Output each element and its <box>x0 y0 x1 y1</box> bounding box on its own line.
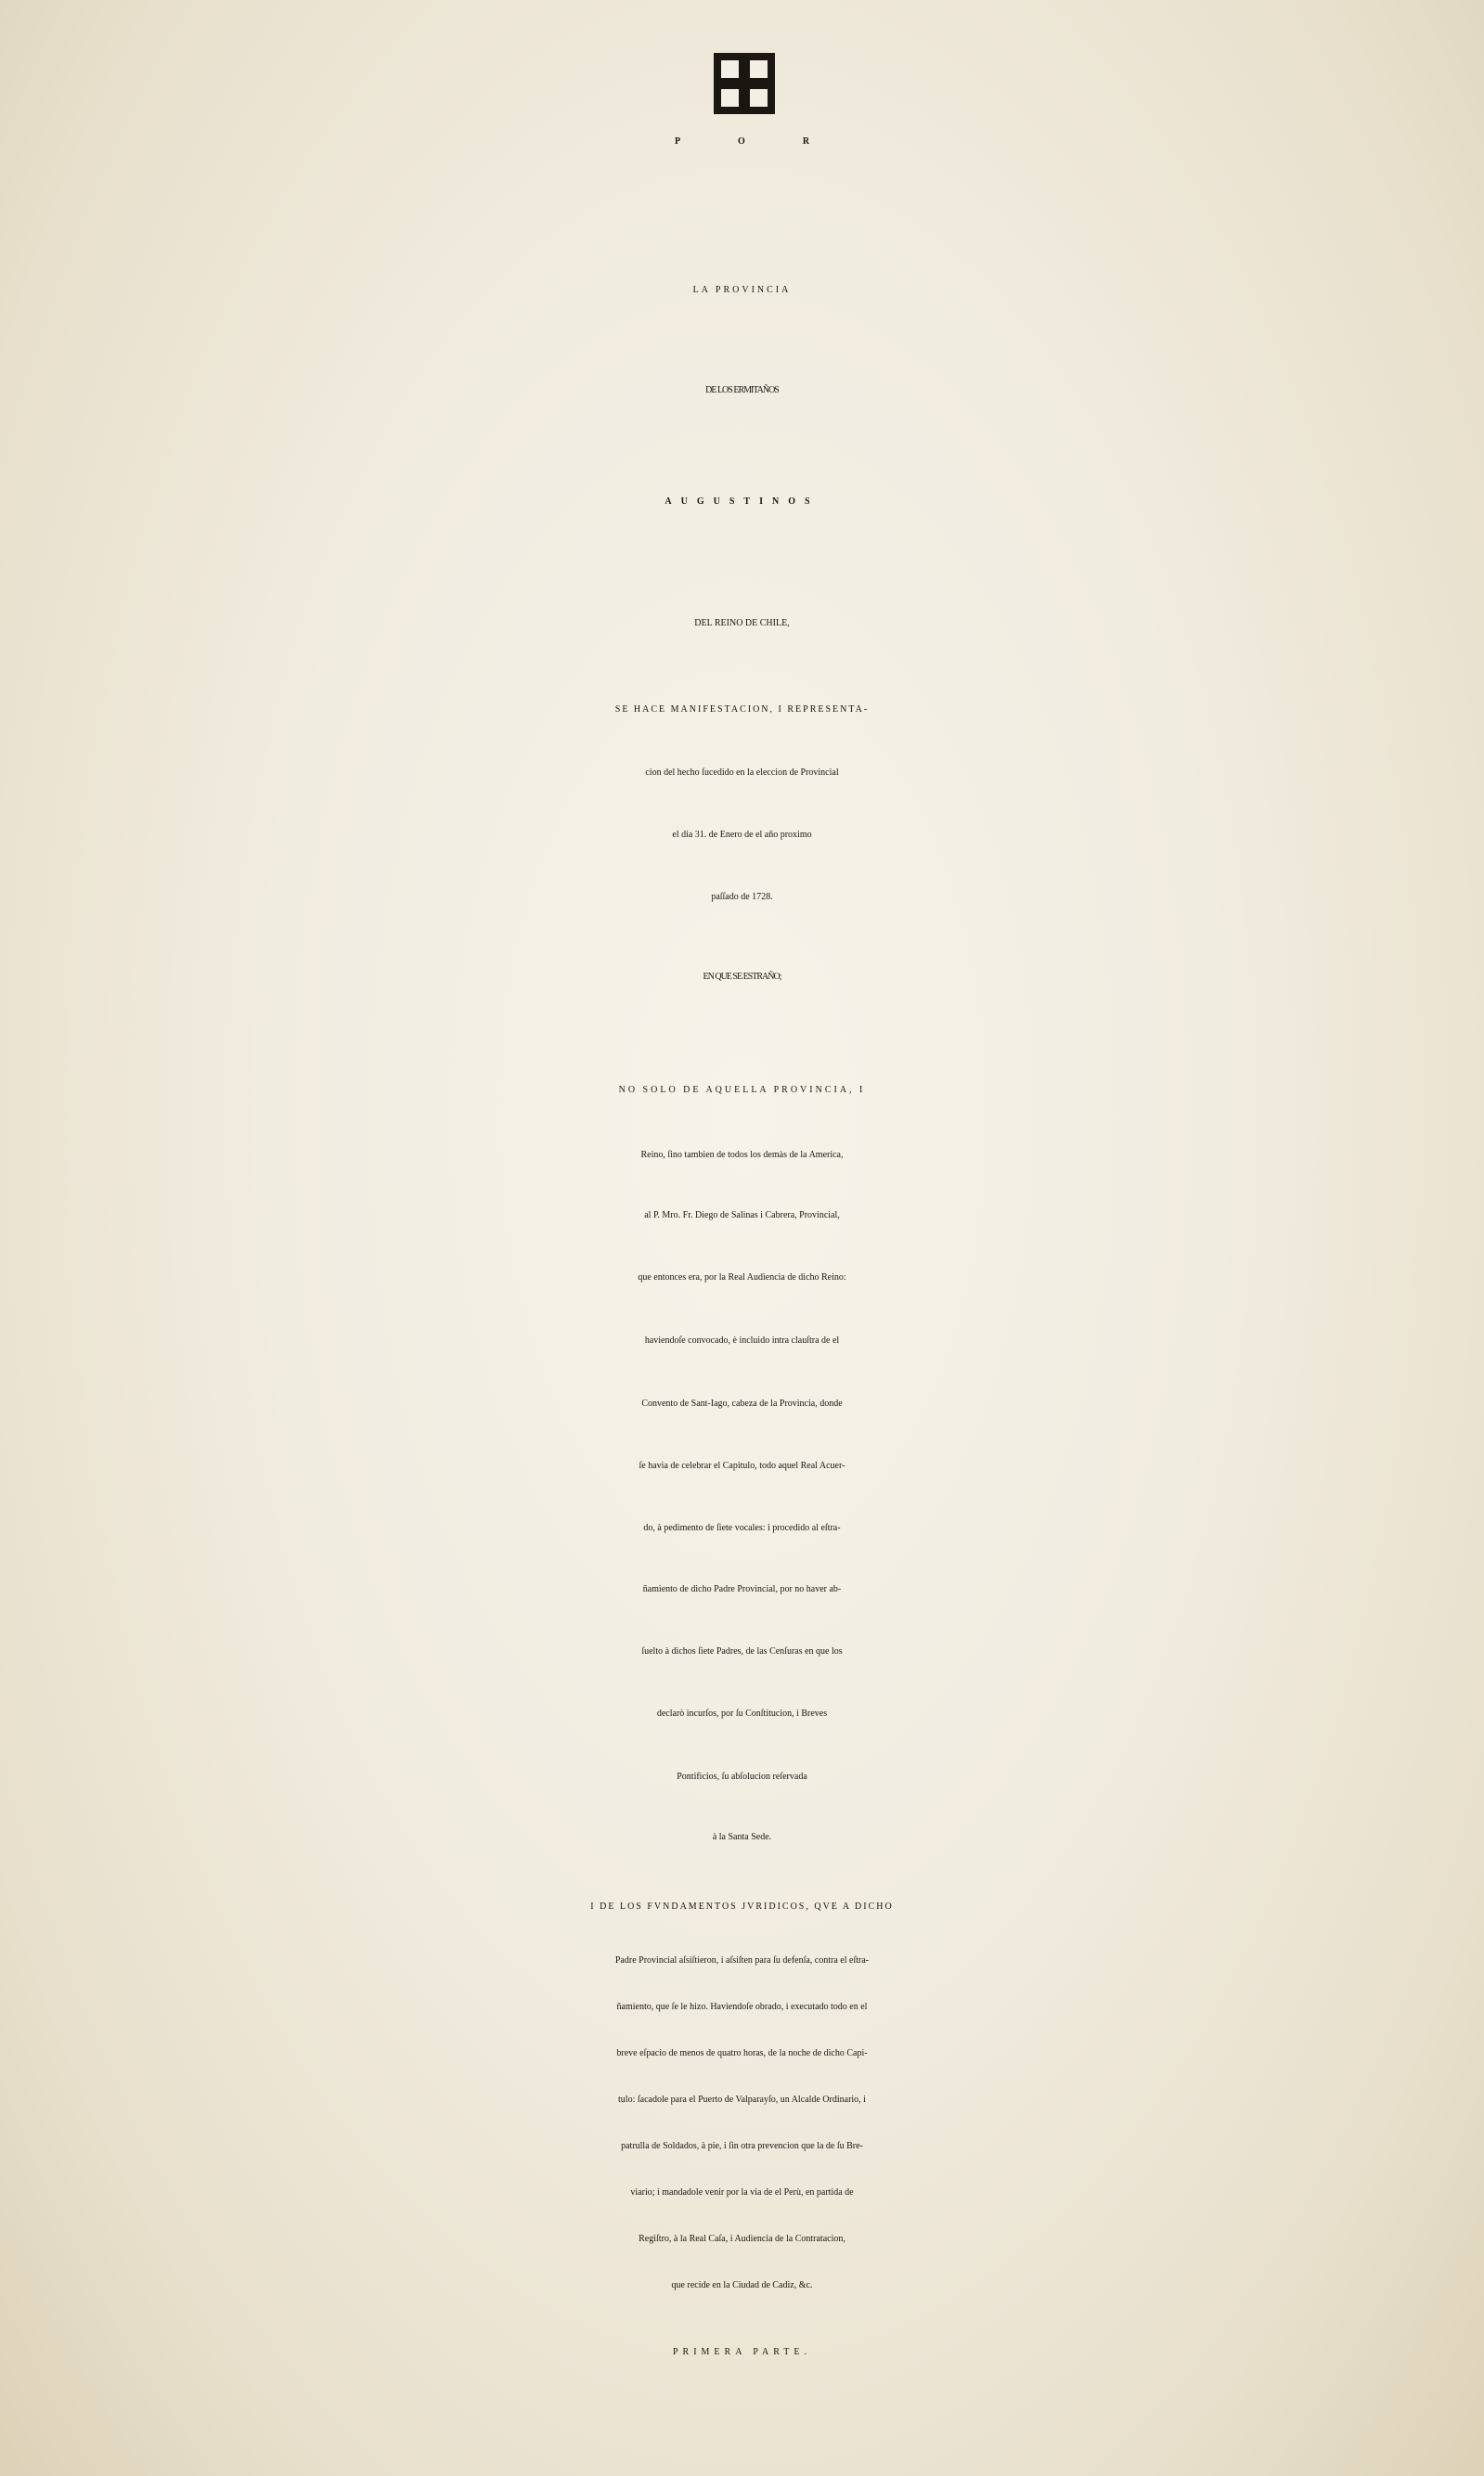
body-line: declarò incurſos, por ſu Conſtitucion, i Breves <box>656 1709 828 1719</box>
title-augustinos: AUGUSTINOS <box>665 496 819 507</box>
title-la-provincia: LA PROVINCIA <box>692 285 792 295</box>
title-del-reino: DEL REINO DE CHILE, <box>694 618 790 628</box>
subtitle-line: el dia 31. de Enero de el año proximo <box>672 830 812 840</box>
body-line: Convento de Sant-Iago, cabeza de la Provincia, donde <box>641 1399 843 1409</box>
body-line: haviendoſe convocado, è incluido intra clauſtra de el <box>644 1335 840 1346</box>
subtitle-line: cion del hecho ſucedido en la eleccion de Provincial <box>645 767 839 778</box>
fundamentos-line: que recide en la Ciudad de Cadiz, &c. <box>671 2280 813 2290</box>
fundamentos-line: ñamiento, que ſe le hizo. Haviendoſe obrado, i executado todo en el <box>616 2002 868 2012</box>
fundamentos-caps-line: I DE LOS FVNDAMENTOS JVRIDICOS, QVE A DICHO <box>590 1902 894 1912</box>
heading-estrano: EN QUE SE ESTRAÑO; <box>703 972 781 982</box>
fundamentos-line: viario; i mandadole venir por la via de el Perù, en partida de <box>630 2187 854 2198</box>
fundamentos-line: tulo: ſacadole para el Puerto de Valparayſo, un Alcalde Ordinario, i <box>618 2095 866 2105</box>
body-line: que entonces era, por la Real Audiencia de dicho Reino: <box>638 1272 846 1283</box>
cross-icon <box>712 51 777 116</box>
fundamentos-line: breve eſpacio de menos de quatro horas, de la noche de dicho Capi- <box>616 2048 868 2058</box>
body-line: Pontificios, ſu abſolucion reſervada <box>677 1772 807 1782</box>
body-line: Reino, ſino tambien de todos los demàs de la America, <box>640 1150 844 1160</box>
body-caps-line: NO SOLO DE AQUELLA PROVINCIA, I <box>618 1085 866 1095</box>
fundamentos-line: Padre Provincial aſsiſtieron, i aſsiſten para ſu defenſa, contra el eſtra- <box>614 1955 870 1966</box>
body-line: ñamiento de dicho Padre Provincial, por no haver ab- <box>642 1584 842 1594</box>
title-por: POR <box>674 136 868 147</box>
primera-parte-heading: PRIMERA PARTE. <box>672 2347 812 2357</box>
subtitle-caps: SE HACE MANIFESTACION, I REPRESENTA- <box>614 704 870 715</box>
body-line: al P. Mro. Fr. Diego de Salinas i Cabrera, Provincial, <box>644 1210 840 1220</box>
fundamentos-line: Regiſtro, à la Real Caſa, i Audiencia de la Contratacion, <box>639 2234 845 2244</box>
title-de-los-ermitanos: DE LOS ERMITAÑOS <box>705 385 779 395</box>
fundamentos-line: patrulla de Soldados, à pie, i ſin otra prevencion que la de ſu Bre- <box>621 2141 863 2151</box>
subtitle-line: paſſado de 1728. <box>711 892 773 902</box>
body-line: ſe havia de celebrar el Capitulo, todo aquel Real Acuer- <box>639 1461 845 1471</box>
body-line: ſuelto à dichos ſiete Padres, de las Cenſuras en que los <box>641 1646 843 1657</box>
body-line: à la Santa Sede. <box>712 1832 772 1842</box>
body-line: do, à pedimento de ſiete vocales: i procedido al eſtra- <box>643 1523 841 1533</box>
